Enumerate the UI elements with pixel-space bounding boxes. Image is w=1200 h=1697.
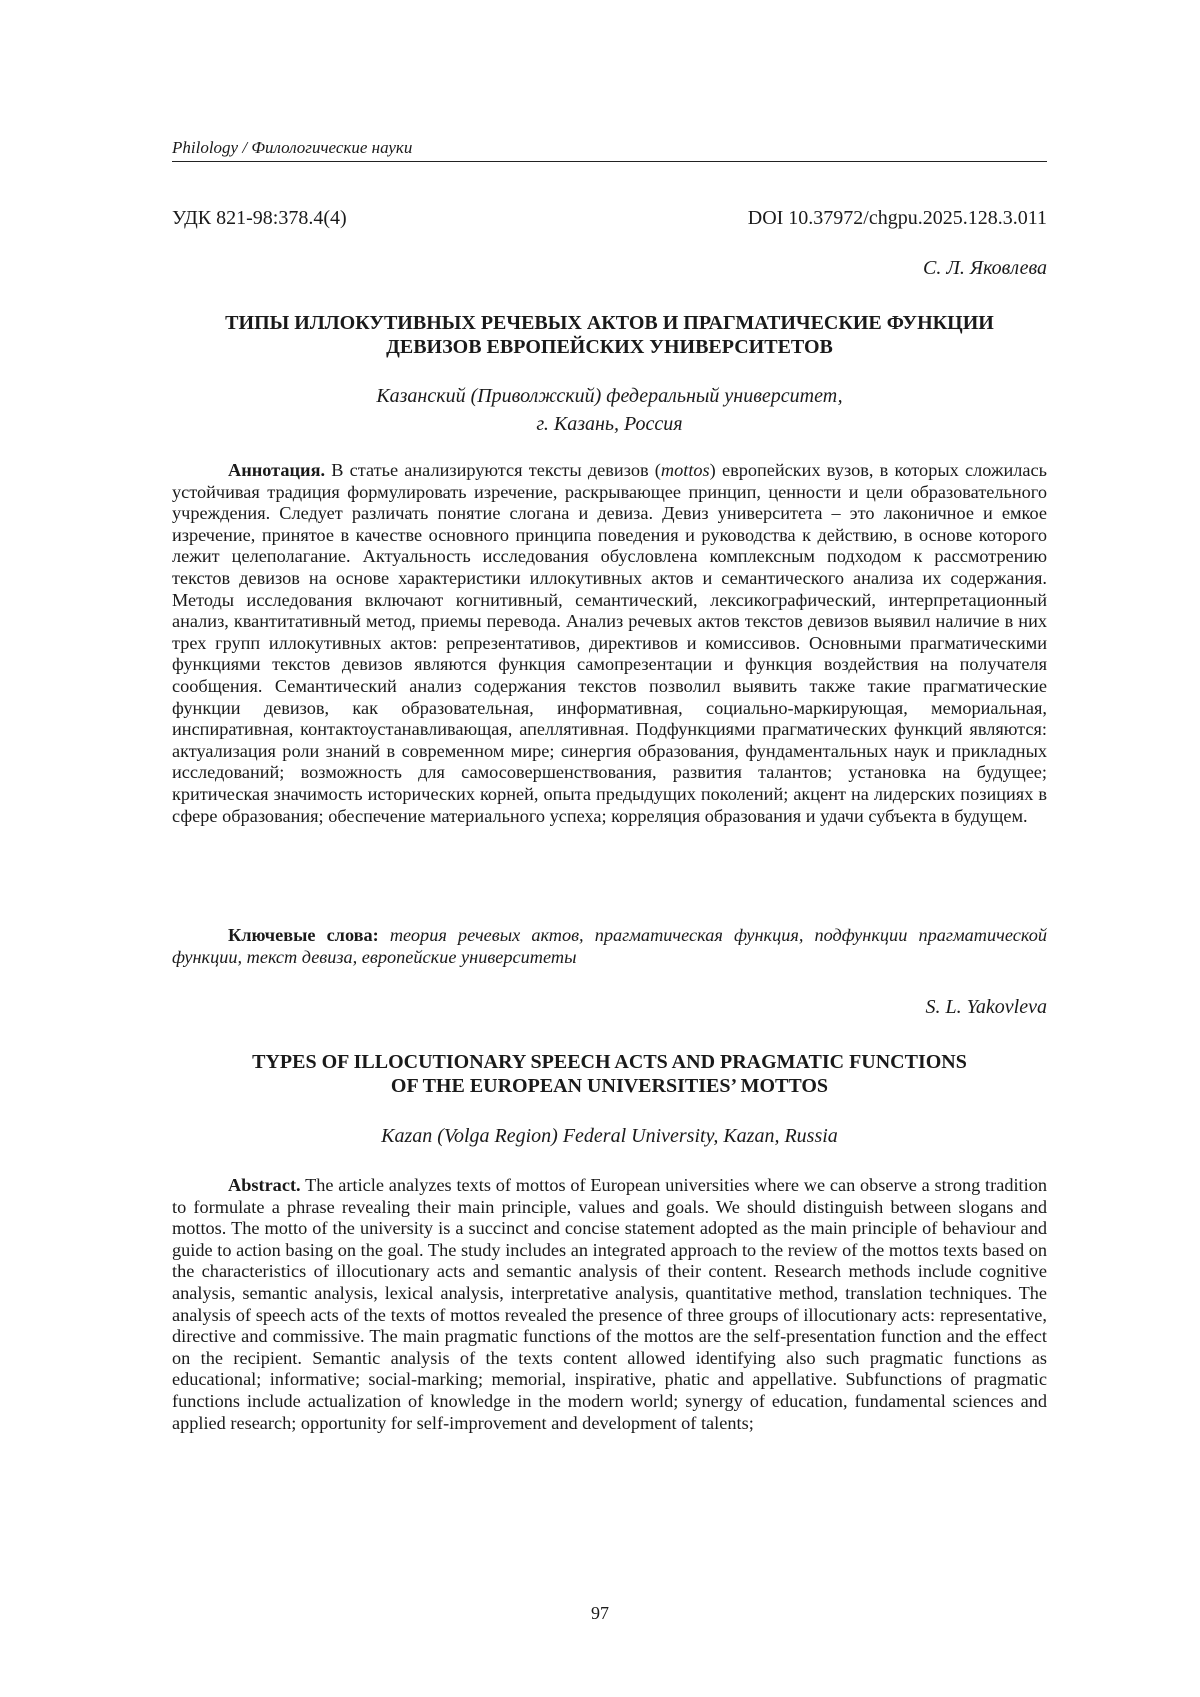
abstract-ru-text-pre: В статье анализируются тексты девизов ( bbox=[325, 460, 661, 480]
title-en bbox=[172, 1050, 1047, 1098]
abstract-ru bbox=[172, 460, 1047, 827]
keywords-ru bbox=[172, 925, 1047, 968]
affiliation-ru bbox=[172, 382, 1047, 438]
abstract-en-text: The article analyzes texts of mottos of European universities where we can observe a strong tradition to formulate a phrase revealing their main principle, values and goals. We should distinguish between slogans and mottos. The motto of the university is a succinct and concise statement adopted as the main principle of behaviour and guide to action basing on the goal. The study includes an integrated approach to the review of the mottos texts based on the characteristics of illocutionary acts and semantic analysis of their content. Research methods include cognitive analysis, semantic analysis, lexical analysis, interpretative analysis, quantitative method, translation techniques. The analysis of speech acts of the texts of mottos revealed the presence of three groups of illocutionary acts: representative, directive and commissive. The main pragmatic functions of the mottos are the self-presentation function and the effect on the recipient. Semantic analysis of the texts content allowed identifying also such pragmatic functions as educational; informative; social-marking; memorial, inspirative, phatic and appellative. Subfunctions of pragmatic functions include actualization of knowledge in the modern world; synergy of education, fundamental sciences and applied research; opportunity for self-improvement and development of talents; bbox=[172, 1175, 1047, 1433]
author-en: S. L. Yakovleva bbox=[925, 996, 1047, 1018]
page-number: 97 bbox=[591, 1603, 609, 1623]
running-head: Philology / Филологические науки bbox=[172, 138, 1047, 162]
abstract-en bbox=[172, 1175, 1047, 1434]
title-ru bbox=[172, 311, 1047, 359]
title-ru-line2: ДЕВИЗОВ ЕВРОПЕЙСКИХ УНИВЕРСИТЕТОВ bbox=[386, 336, 833, 358]
title-en-line2: OF THE EUROPEAN UNIVERSITIES’ MOTTOS bbox=[390, 1075, 829, 1097]
udc-code: УДК 821-98:378.4(4) bbox=[172, 207, 347, 229]
affiliation-en: Kazan (Volga Region) Federal University, Kazan, Russia bbox=[381, 1125, 838, 1147]
keywords-ru-label: Ключевые слова: bbox=[228, 925, 379, 945]
keywords-ru-text: теория речевых актов, прагматическая функция, подфункции прагматической функции, текст девиза, европейские университеты bbox=[172, 925, 1047, 967]
abstract-ru-text-post: ) европейских вузов, в которых сложилась устойчивая традиция формулировать изречение, раскрывающее принцип, ценности и цели образовательного учреждения. Следует различать понятие слогана и девиза. Девиз университета – это лаконичное и емкое изречение, принятое в качестве основного принципа поведения и руководства к действию, в основе которого лежит целеполагание. Актуальность исследования обусловлена комплексным подходом к рассмотрению текстов девизов на основе характеристики иллокутивных актов и семантического анализа их содержания. Методы исследования включают когнитивный, семантический, лексикографический, интерпретационный анализ, квантитативный метод, приемы перевода. Анализ речевых актов текстов девизов выявил наличие в них трех групп иллокутивных актов: репрезентативов, директивов и комиссивов. Основными прагматическими функциями текстов девизов являются функция самопрезентации и функция воздействия на получателя сообщения. Семантический анализ содержания текстов позволил выявить также такие прагматические функции девизов, как образовательная, информативная, социально-маркирующая, мемориальная, инспиративная, контактоустанавливающая, апеллятивная. Подфункциями прагматических функций являются: актуализация роли знаний в современном мире; синергия образования, фундаментальных наук и прикладных исследований; возможность для самосовершенствования, развития талантов; установка на будущее; критическая значимость исторических корней, опыта предыдущих поколений; акцент на лидерских позициях в сфере образования; обеспечение материального успеха; корреляция образования и удачи субъекта в будущем. bbox=[172, 460, 1047, 826]
affiliation-ru-line2: г. Казань, Россия bbox=[536, 413, 683, 435]
title-ru-line1: ТИПЫ ИЛЛОКУТИВНЫХ РЕЧЕВЫХ АКТОВ И ПРАГМАТИЧЕСКИЕ ФУНКЦИИ bbox=[225, 312, 994, 334]
abstract-ru-italic: mottos bbox=[660, 460, 710, 480]
title-en-line1: TYPES OF ILLOCUTIONARY SPEECH ACTS AND PRAGMATIC FUNCTIONS bbox=[252, 1051, 967, 1073]
author-ru: С. Л. Яковлева bbox=[923, 257, 1047, 279]
affiliation-ru-line1: Казанский (Приволжский) федеральный университет, bbox=[376, 385, 843, 407]
abstract-ru-label: Аннотация. bbox=[228, 460, 326, 480]
abstract-en-label: Abstract. bbox=[228, 1175, 301, 1195]
doi: DOI 10.37972/chgpu.2025.128.3.011 bbox=[747, 207, 1047, 229]
